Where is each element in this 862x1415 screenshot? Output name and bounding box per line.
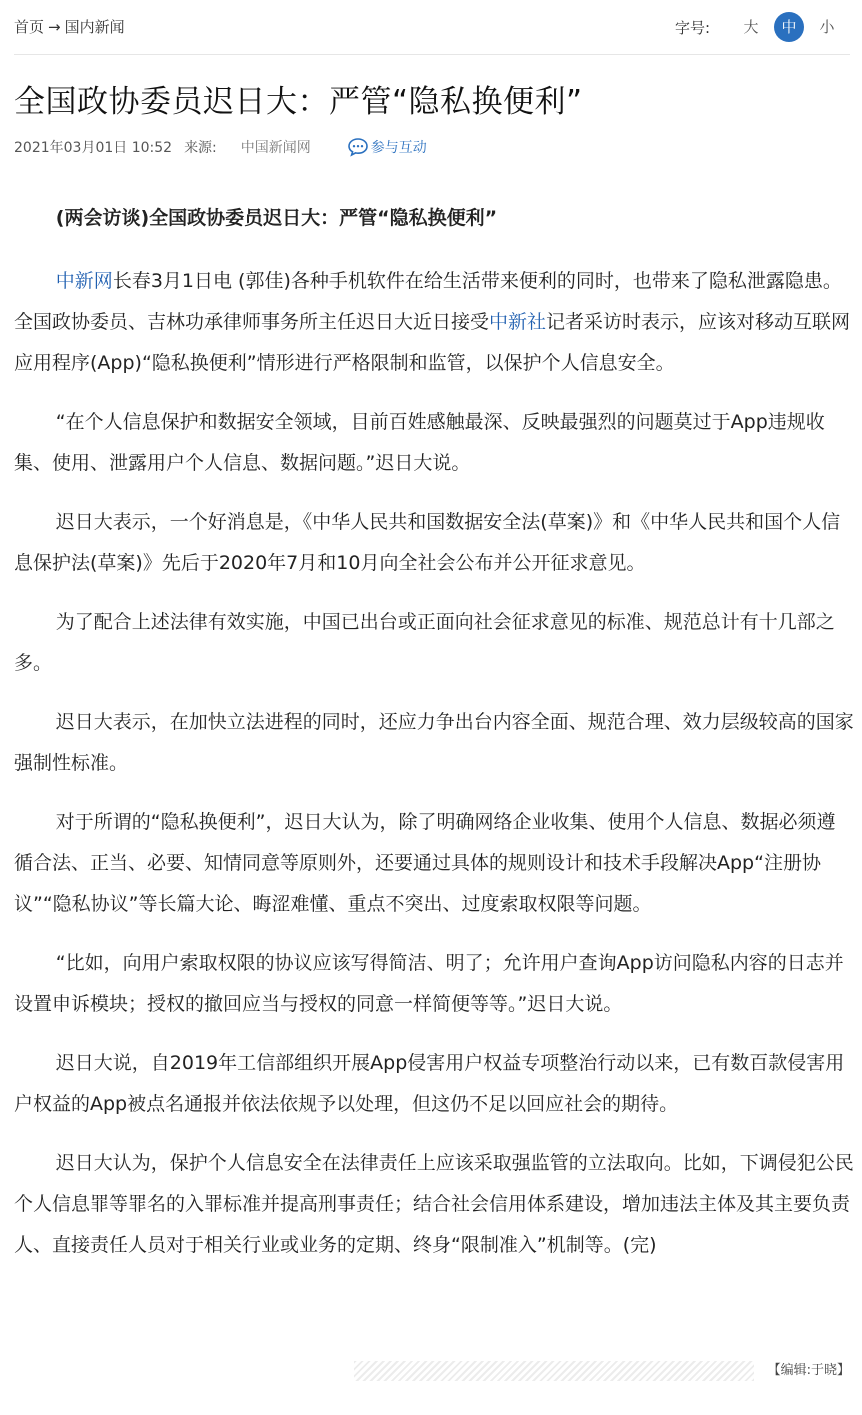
font-size-label: 字号: (674, 18, 710, 37)
article-paragraph: “比如，向用户索取权限的协议应该写得简洁、明了；允许用户查询App访问隐私内容的日志并设置申诉模块；授权的撤回应当与授权的同意一样简便等等。”迟日大说。 (14, 952, 844, 1015)
breadcrumb-section-link[interactable]: 国内新闻 (64, 18, 125, 36)
chat-bubble-icon (347, 137, 369, 157)
article-paragraph: “在个人信息保护和数据安全领域，目前百姓感触最深、反映最强烈的问题莫过于App违规收集、使用、泄露用户个人信息、数据问题。”迟日大说。 (14, 411, 825, 474)
article-paragraph: 迟日大表示，在加快立法进程的同时，还应力争出台内容全面、规范合理、效力层级较高的国家强制性标准。 (14, 711, 854, 774)
font-size-switcher (675, 12, 842, 42)
article-meta (14, 137, 427, 157)
paragraph-text: 记者采访时表示，应该对移动互联网应用程序(App)“隐私换便利”情形进行严格限制和监管，以保护个人信息安全。 (14, 311, 851, 374)
breadcrumb (14, 16, 125, 37)
article-paragraph: 为了配合上述法律有效实施，中国已出台或正面向社会征求意见的标准、规范总计有十几部之多。 (14, 611, 835, 674)
participate-interact-button[interactable] (347, 137, 427, 157)
article-paragraph (14, 261, 854, 384)
article-paragraph: 迟日大认为，保护个人信息安全在法律责任上应该采取强监管的立法取向。比如，下调侵犯公民个人信息罪等罪名的入罪标准并提高刑事责任；结合社会信用体系建设，增加违法主体及其主要负责人、直接责任人员对于相关行业或业务的定期、终身“限制准入”机制等。(完) (14, 1152, 854, 1256)
source-label: 来源: (184, 140, 217, 156)
article-paragraph: 对于所谓的“隐私换便利”，迟日大认为，除了明确网络企业收集、使用个人信息、数据必须遵循合法、正当、必要、知情同意等原则外，还要通过具体的规则设计和技术手段解决App“注册协议”“隐私协议”等长篇大论、晦涩难懂、重点不突出、过度索取权限等问题。 (14, 811, 836, 915)
header-divider (14, 54, 850, 55)
footer-hatch-divider (354, 1361, 754, 1381)
editor-credit: 【编辑:于晓】 (767, 1363, 850, 1378)
article-body (14, 198, 854, 1284)
article-title: 全国政协委员迟日大：严管“隐私换便利” (14, 84, 583, 120)
font-size-small-button[interactable]: 小 (819, 18, 835, 36)
breadcrumb-arrow-icon: → (48, 17, 61, 36)
article-lead: (两会访谈)全国政协委员迟日大：严管“隐私换便利” (55, 207, 498, 229)
participate-interact-label: 参与互动 (370, 140, 427, 156)
font-size-medium-button[interactable]: 中 (774, 12, 804, 42)
top-bar (0, 0, 862, 54)
chinanews-agency-link[interactable]: 中新社 (489, 311, 547, 333)
font-size-large-button[interactable]: 大 (743, 18, 759, 36)
source-name: 中国新闻网 (240, 140, 311, 156)
article-paragraph: 迟日大说，自2019年工信部组织开展App侵害用户权益专项整治行动以来，已有数百款侵害用户权益的App被点名通报并依法依规予以处理，但这仍不足以回应社会的期待。 (14, 1052, 845, 1115)
breadcrumb-home-link[interactable]: 首页 (14, 18, 45, 36)
article-paragraph: 迟日大表示，一个好消息是，《中华人民共和国数据安全法(草案)》和《中华人民共和国个人信息保护法(草案)》先后于2020年7月和10月向全社会公布并公开征求意见。 (14, 511, 841, 574)
paragraph-text: 长春3月1日电 (郭佳)各种手机软件在给生活带来便利的同时，也带来了隐私泄露隐患。全国政协委员、吉林功承律师事务所主任迟日大近日接受 (14, 270, 842, 333)
article-datetime: 2021年03月01日 10:52 (14, 140, 173, 156)
chinanews-link[interactable]: 中新网 (55, 270, 113, 292)
